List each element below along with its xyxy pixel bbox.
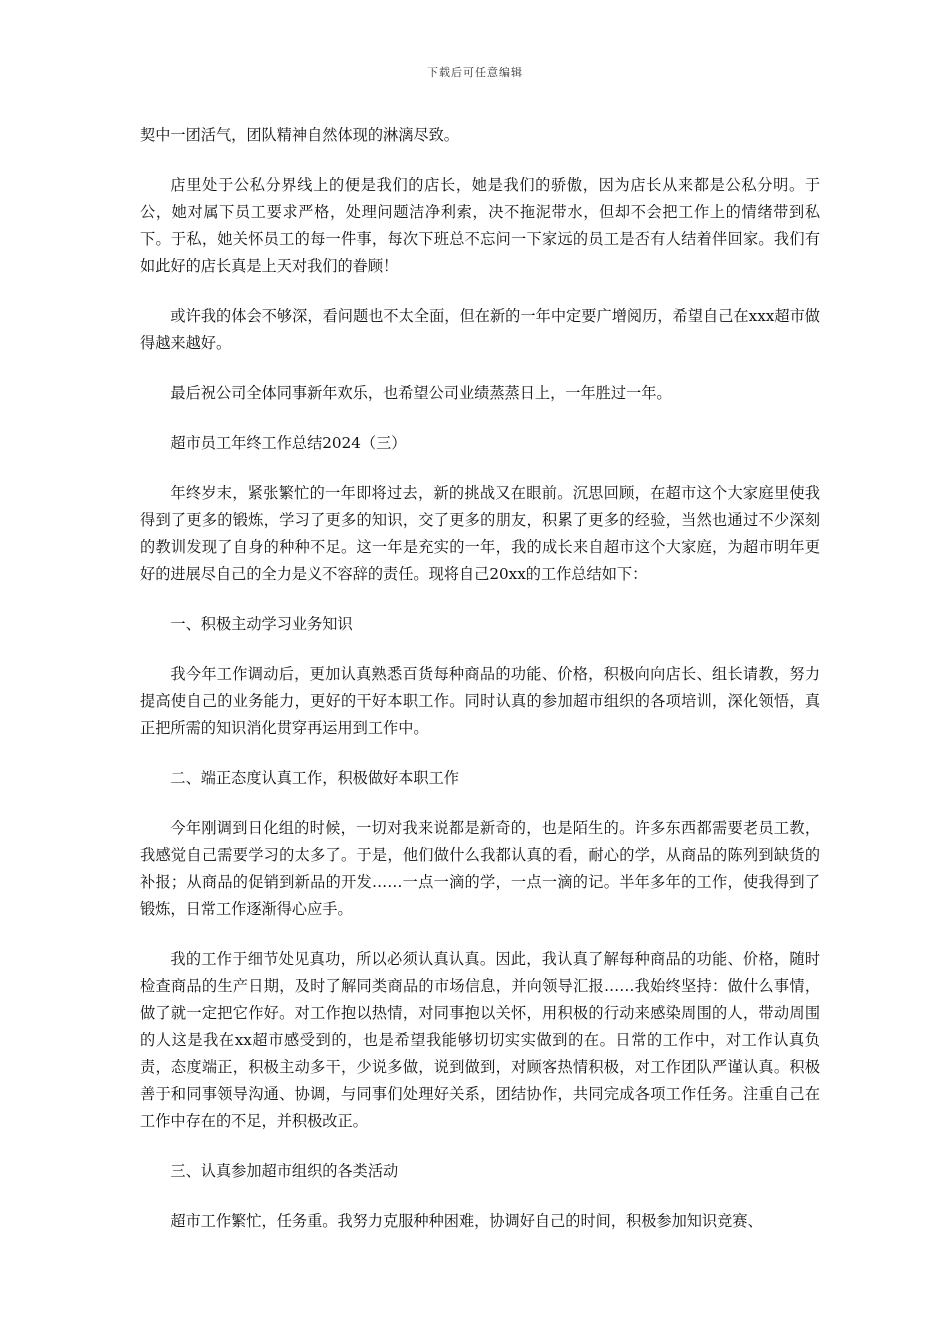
document-body [140,122,820,1258]
paragraph-activities: 超市工作繁忙，任务重。我努力克服种种困难，协调好自己的时间，积极参加知识竞赛、 [170,1212,763,1230]
paragraph-continuation: 契中一团活气，团队精神自然体现的淋漓尽致。 [140,126,459,144]
heading-activities: 三、认真参加超市组织的各类活动 [170,1162,399,1180]
section-title: 超市员工年终工作总结2024（三） [170,434,407,452]
heading-attitude: 二、端正态度认真工作，积极做好本职工作 [170,769,459,787]
paragraph-store-manager: 店里处于公私分界线上的便是我们的店长，她是我们的骄傲，因为店长从来都是公私分明。于公，她对属下员工要求严格，处理问题洁净利索，决不拖泥带水，但却不会把工作上的情绪带到私下。于私，她关怀员工的每一件事，每次下班总不忘问一下家远的员工是否有人结着伴回家。我们有如此好的店长真是上天对我们的眷顾！ [140,176,820,275]
paragraph-intro: 年终岁末，紧张繁忙的一年即将过去，新的挑战又在眼前。沉思回顾，在超市这个大家庭里使我得到了更多的锻炼，学习了更多的知识，交了更多的朋友，积累了更多的经验，当然也通过不少深刻的教训发现了自身的种种不足。这一年是充实的一年，我的成长来自超市这个大家庭，为超市明年更好的进展尽自己的全力是义不容辞的责任。现将自己20xx的工作总结如下： [140,484,820,583]
paragraph-new-role: 今年刚调到日化组的时候，一切对我来说都是新奇的，也是陌生的。许多东西都需要老员工教，我感觉自己需要学习的太多了。于是，他们做什么我都认真的看，耐心的学，从商品的陈列到缺货的补报；从商品的促销到新品的开发……一点一滴的学，一点一滴的记。半年多年的工作，使我得到了锻炼，日常工作逐渐得心应手。 [140,819,820,918]
paragraph-study: 我今年工作调动后，更加认真熟悉百货每种商品的功能、价格，积极向向店长、组长请教，努力提高使自己的业务能力，更好的干好本职工作。同时认真的参加超市组织的各项培训，深化领悟，真正把所需的知识消化贯穿再运用到工作中。 [140,665,820,737]
paragraph-wishes: 最后祝公司全体同事新年欢乐，也希望公司业绩蒸蒸日上，一年胜过一年。 [170,384,672,402]
paragraph-details: 我的工作于细节处见真功，所以必须认真认真。因此，我认真了解每种商品的功能、价格，随时检查商品的生产日期，及时了解同类商品的市场信息，并向领导汇报……我始终坚持：做什么事情，做了就一定把它作好。对工作抱以热情，对同事抱以关怀，用积极的行动来感染周围的人，带动周围的人这是我在xx超市感受到的，也是希望我能够切切实实做到的在。日常的工作中，对工作认真负责，态度端正，积极主动多干，少说多做，说到做到，对顾客热情积极，对工作团队严谨认真。积极善于和同事领导沟通、协调，与同事们处理好关系，团结协作，共同完成各项工作任务。注重自己在工作中存在的不足，并积极改正。 [140,950,820,1130]
heading-study: 一、积极主动学习业务知识 [170,615,353,633]
page-header-note: 下载后可任意编辑 [427,66,523,79]
paragraph-reflection: 或许我的体会不够深，看问题也不太全面，但在新的一年中定要广增阅历，希望自己在xxx超市做得越来越好。 [140,307,820,352]
